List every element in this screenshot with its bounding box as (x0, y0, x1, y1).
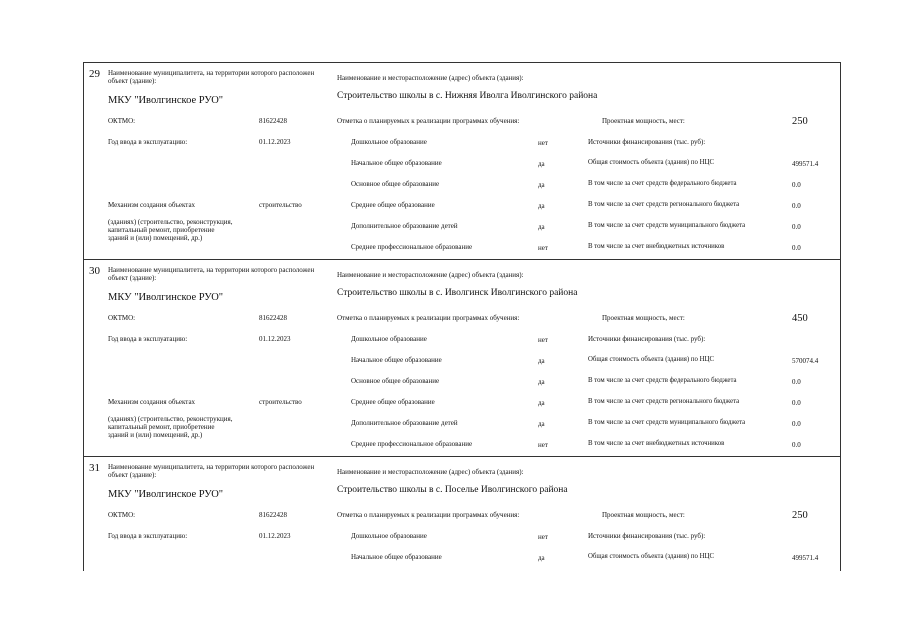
program-name: Начальное общее образование (351, 159, 442, 167)
program-name: Дошкольное образование (351, 335, 427, 343)
municipality-name: МКУ "Иволгинское РУО" (108, 95, 224, 106)
program-value: да (538, 378, 545, 386)
program-name: Начальное общее образование (351, 356, 442, 364)
year-label: Год ввода в эксплуатацию: (108, 138, 188, 146)
financing-label: Источники финансирования (тыс. руб): (588, 335, 706, 343)
record-block (84, 63, 840, 260)
year-value: 01.12.2023 (259, 138, 291, 146)
program-value: да (538, 181, 545, 189)
financing-label: Источники финансирования (тыс. руб): (588, 532, 706, 540)
object-label: Наименование и месторасположение (адрес) объекта (здания): (337, 271, 524, 279)
program-name: Основное общее образование (351, 377, 440, 385)
program-value: да (538, 399, 545, 407)
financing-label: Источники финансирования (тыс. руб): (588, 138, 706, 146)
program-name: Дошкольное образование (351, 138, 427, 146)
financing-value: 0.0 (792, 378, 801, 386)
capacity-label: Проектная мощность, мест: (602, 117, 685, 125)
mechanism-label: Механизм создания объектах (108, 201, 196, 209)
program-value: да (538, 202, 545, 210)
financing-value: 570074.4 (792, 357, 819, 365)
capacity-label: Проектная мощность, мест: (602, 314, 685, 322)
program-name: Основное общее образование (351, 180, 440, 188)
program-name: Среднее профессиональное образование (351, 440, 473, 448)
financing-item: Общая стоимость объекта (здания) по НЦС (588, 553, 714, 560)
programs-label: Отметка о планируемых к реализации программах обучения: (337, 511, 520, 519)
program-value: нет (538, 244, 548, 252)
object-label: Наименование и месторасположение (адрес) объекта (здания): (337, 74, 524, 82)
program-value: да (538, 554, 545, 562)
financing-item: Общая стоимость объекта (здания) по НЦС (588, 356, 714, 363)
program-value: нет (538, 336, 548, 344)
program-name: Среднее общее образование (351, 201, 435, 209)
program-value: нет (538, 441, 548, 449)
oktmo-value: 81622428 (259, 511, 287, 519)
financing-value: 0.0 (792, 223, 801, 231)
financing-value: 0.0 (792, 244, 801, 252)
record-block (84, 457, 840, 571)
year-label: Год ввода в эксплуатацию: (108, 335, 188, 343)
record-block (84, 260, 840, 457)
oktmo-value: 81622428 (259, 117, 287, 125)
financing-item: В том числе за счет средств муниципального бюджета (588, 222, 746, 229)
financing-value: 499571.4 (792, 160, 819, 168)
mechanism-description: (зданиях) (строительство, реконструкция, капитальный ремонт, приобретение зданий и (или) помещений, др.) (108, 218, 233, 243)
program-name: Среднее профессиональное образование (351, 243, 473, 251)
financing-item: В том числе за счет средств регионального бюджета (588, 398, 740, 405)
capacity-value: 250 (792, 510, 808, 521)
financing-value: 0.0 (792, 441, 801, 449)
year-value: 01.12.2023 (259, 335, 291, 343)
record-number: 31 (89, 462, 100, 474)
program-value: да (538, 420, 545, 428)
program-name: Среднее общее образование (351, 398, 435, 406)
municipality-name: МКУ "Иволгинское РУО" (108, 292, 224, 303)
municipality-label: Наименование муниципалитета, на территории которого расположен объект (здание): (108, 69, 315, 86)
object-name: Строительство школы в с. Иволгинск Иволгинского района (337, 288, 578, 298)
financing-item: В том числе за счет внебюджетных источников (588, 440, 725, 447)
object-name: Строительство школы в с. Поселье Иволгинского района (337, 485, 568, 495)
mechanism-label: Механизм создания объектах (108, 398, 196, 406)
year-label: Год ввода в эксплуатацию: (108, 532, 188, 540)
financing-item: В том числе за счет внебюджетных источников (588, 243, 725, 250)
capacity-value: 450 (792, 313, 808, 324)
record-number: 30 (89, 265, 100, 277)
financing-item: В том числе за счет средств федерального бюджета (588, 377, 737, 384)
financing-value: 499571.4 (792, 554, 819, 562)
capacity-value: 250 (792, 116, 808, 127)
mechanism-description: (зданиях) (строительство, реконструкция, капитальный ремонт, приобретение зданий и (или) помещений, др.) (108, 415, 233, 440)
financing-item: В том числе за счет средств регионального бюджета (588, 201, 740, 208)
municipality-name: МКУ "Иволгинское РУО" (108, 489, 224, 500)
programs-label: Отметка о планируемых к реализации программах обучения: (337, 117, 520, 125)
program-value: да (538, 357, 545, 365)
financing-item: В том числе за счет средств муниципального бюджета (588, 419, 746, 426)
financing-value: 0.0 (792, 202, 801, 210)
program-value: нет (538, 139, 548, 147)
programs-label: Отметка о планируемых к реализации программах обучения: (337, 314, 520, 322)
capacity-label: Проектная мощность, мест: (602, 511, 685, 519)
program-name: Дополнительное образование детей (351, 419, 458, 427)
document-page (83, 62, 841, 571)
program-name: Дополнительное образование детей (351, 222, 458, 230)
mechanism-value: строительство (259, 201, 302, 209)
year-value: 01.12.2023 (259, 532, 291, 540)
program-name: Дошкольное образование (351, 532, 427, 540)
financing-value: 0.0 (792, 420, 801, 428)
municipality-label: Наименование муниципалитета, на территории которого расположен объект (здание): (108, 463, 315, 480)
oktmo-label: ОКТМО: (108, 314, 136, 322)
program-value: да (538, 160, 545, 168)
financing-item: В том числе за счет средств федерального бюджета (588, 180, 737, 187)
municipality-label: Наименование муниципалитета, на территории которого расположен объект (здание): (108, 266, 315, 283)
object-name: Строительство школы в с. Нижняя Иволга Иволгинского района (337, 91, 598, 101)
program-name: Начальное общее образование (351, 553, 442, 561)
financing-item: Общая стоимость объекта (здания) по НЦС (588, 159, 714, 166)
program-value: нет (538, 533, 548, 541)
financing-value: 0.0 (792, 181, 801, 189)
oktmo-label: ОКТМО: (108, 117, 136, 125)
oktmo-label: ОКТМО: (108, 511, 136, 519)
record-number: 29 (89, 68, 100, 80)
mechanism-value: строительство (259, 398, 302, 406)
financing-value: 0.0 (792, 399, 801, 407)
object-label: Наименование и месторасположение (адрес) объекта (здания): (337, 468, 524, 476)
oktmo-value: 81622428 (259, 314, 287, 322)
program-value: да (538, 223, 545, 231)
